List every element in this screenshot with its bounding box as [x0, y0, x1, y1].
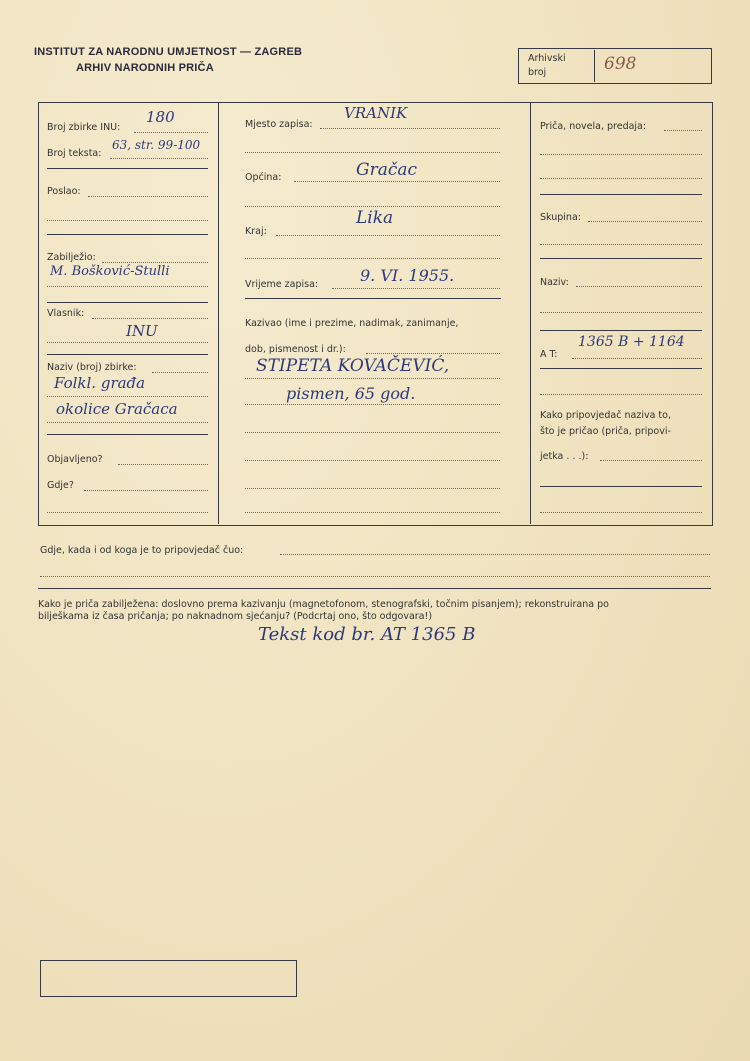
collection-name-value-1: Folkl. građa	[54, 374, 146, 392]
municipality-value: Gračac	[356, 160, 418, 180]
at-value: 1365 B + 1164	[578, 334, 685, 350]
at-label: A T:	[540, 349, 558, 360]
group-label: Skupina:	[540, 212, 581, 223]
narrator-label-2: dob, pismenost i dr.):	[245, 344, 346, 355]
dotted-line	[540, 154, 702, 155]
date-label: Vrijeme zapisa:	[245, 279, 319, 290]
municipality-label: Općina:	[245, 172, 282, 183]
dotted-line	[47, 220, 208, 221]
dotted-line	[47, 396, 208, 397]
dotted-line	[88, 196, 208, 197]
narrator-name-label-1: Kako pripovjedač naziva to,	[540, 410, 671, 421]
section-line	[47, 234, 208, 235]
owner-value: INU	[126, 322, 158, 340]
archive-title: ARHIV NARODNIH PRIČA	[76, 62, 214, 74]
dotted-line	[664, 130, 702, 131]
dotted-line	[118, 464, 208, 465]
left-divider	[218, 103, 219, 524]
genre-label: Priča, novela, predaja:	[540, 121, 647, 132]
dotted-line	[47, 422, 208, 423]
dotted-line	[110, 158, 208, 159]
dotted-line	[47, 342, 208, 343]
collection-number-label: Broj zbirke INU:	[47, 122, 121, 133]
archive-number-label-1: Arhivski	[528, 53, 566, 64]
dotted-line	[540, 512, 702, 513]
dotted-line	[540, 312, 702, 313]
method-text-2: bilješkama iz časa pričanja; po naknadnom sjećanju? (Podcrtaj ono, što odgovara!)	[38, 611, 433, 622]
region-value: Lika	[356, 208, 394, 228]
dotted-line	[84, 490, 208, 491]
collection-name-value-2: okolice Gračaca	[56, 400, 178, 418]
dotted-line	[40, 576, 710, 577]
method-text-1: Kako je priča zabilježena: doslovno prema kazivanju (magnetofonom, stenografski, točnim pisanjem); rekonstruirana po	[38, 599, 609, 610]
right-divider	[530, 103, 531, 524]
published-label: Objavljeno?	[47, 454, 103, 465]
dotted-line	[320, 128, 500, 129]
dotted-line	[245, 206, 500, 207]
recorded-by-value: M. Bošković-Stulli	[50, 264, 170, 279]
date-value: 9. VI. 1955.	[360, 266, 455, 285]
sent-by-label: Poslao:	[47, 186, 81, 197]
section-line	[540, 486, 702, 487]
dotted-line	[134, 132, 208, 133]
dotted-line	[245, 152, 500, 153]
collection-number-value: 180	[146, 108, 175, 126]
archive-number-value: 698	[604, 54, 637, 74]
dotted-line	[245, 378, 500, 379]
dotted-line	[245, 460, 500, 461]
dotted-line	[332, 288, 500, 289]
narrator-value-2: pismen, 65 god.	[286, 384, 416, 403]
dotted-line	[92, 318, 208, 319]
dotted-line	[294, 181, 500, 182]
section-line	[245, 298, 501, 299]
institute-title: INSTITUT ZA NARODNU UMJETNOST — ZAGREB	[34, 46, 303, 58]
dotted-line	[152, 372, 208, 373]
dotted-line	[280, 554, 710, 555]
section-line	[47, 302, 208, 303]
narrator-value-1: STIPETA KOVAČEVIĆ,	[256, 356, 450, 376]
dotted-line	[540, 244, 702, 245]
dotted-line	[540, 394, 702, 395]
collection-name-label: Naziv (broj) zbirke:	[47, 362, 137, 373]
dotted-line	[276, 235, 500, 236]
dotted-line	[572, 358, 702, 359]
text-number-value: 63, str. 99-100	[112, 138, 201, 152]
bottom-empty-box	[40, 960, 297, 997]
section-line	[47, 168, 208, 169]
dotted-line	[245, 432, 500, 433]
recorded-by-label: Zabilježio:	[47, 252, 96, 263]
narrator-name-label-2: što je pričao (priča, pripovi-	[540, 426, 671, 437]
owner-label: Vlasnik:	[47, 308, 85, 319]
section-line	[540, 258, 702, 259]
dotted-line	[245, 488, 500, 489]
section-line	[47, 434, 208, 435]
place-value: VRANIK	[344, 104, 408, 122]
narrator-name-label-3: jetka . . .):	[540, 451, 589, 462]
dotted-line	[245, 512, 500, 513]
dotted-line	[47, 286, 208, 287]
dotted-line	[245, 258, 500, 259]
heard-label: Gdje, kada i od koga je to pripovjedač čuo:	[40, 545, 244, 556]
section-line	[47, 354, 208, 355]
dotted-line	[588, 221, 702, 222]
archive-number-divider	[594, 50, 595, 82]
dotted-line	[540, 178, 702, 179]
dotted-line	[47, 512, 208, 513]
text-number-label: Broj teksta:	[47, 148, 102, 159]
where-label: Gdje?	[47, 480, 74, 491]
archive-number-label-2: broj	[528, 67, 547, 78]
dotted-line	[600, 460, 702, 461]
section-line	[540, 194, 702, 195]
region-label: Kraj:	[245, 226, 267, 237]
dotted-line	[366, 353, 500, 354]
narrator-label-1: Kazivao (ime i prezime, nadimak, zanimanje,	[245, 318, 459, 329]
method-value: Tekst kod br. AT 1365 B	[258, 624, 476, 645]
dotted-line	[245, 404, 500, 405]
section-line	[540, 368, 702, 369]
place-label: Mjesto zapisa:	[245, 119, 313, 130]
name-label: Naziv:	[540, 277, 569, 288]
section-line	[540, 330, 702, 331]
section-line	[38, 588, 711, 589]
dotted-line	[102, 262, 208, 263]
dotted-line	[576, 286, 702, 287]
